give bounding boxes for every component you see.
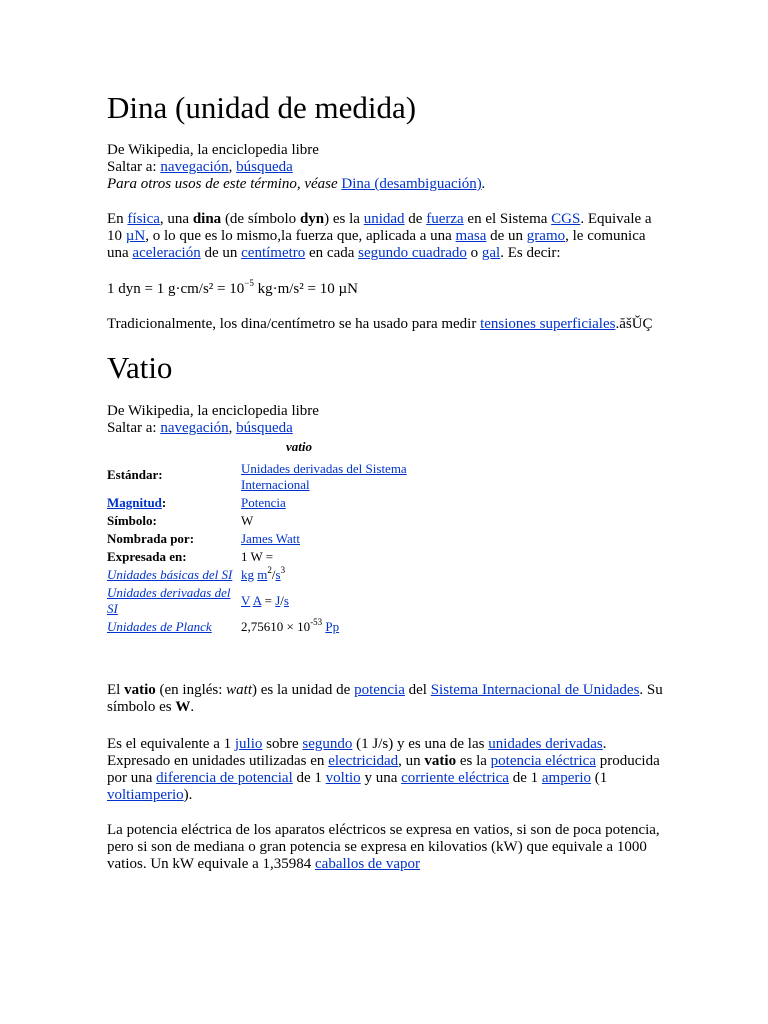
link-fisica[interactable]: física — [127, 211, 160, 227]
infobox-row-expresada — [107, 549, 431, 565]
infobox-label: Nombrada por: — [107, 531, 195, 546]
vatio-paragraph-2: Es el equivalente a 1 julio sobre segundo (1 J/s) y es una de las unidades derivadas. Expresado en unidades utilizadas en electricidad, un vatio es la potencia eléctrica producida por una diferencia de potencial de 1 voltio y una corriente eléctrica de 1 amperio (1 voltiamperio). — [107, 736, 660, 803]
infobox-row-derivadas — [107, 585, 431, 617]
dina-jump-links: Saltar a: navegación, búsqueda — [107, 159, 293, 175]
vatio-nav-link[interactable]: navegación — [160, 420, 229, 436]
infobox-label: Estándar: — [107, 467, 163, 482]
infobox-value: kg $m^2/s^3$ — [241, 564, 286, 582]
link-gramo[interactable]: gramo — [526, 228, 566, 244]
dina-nav-link[interactable]: navegación — [160, 159, 229, 175]
link-s[interactable]: s — [275, 567, 281, 582]
link-j[interactable]: J — [275, 593, 281, 608]
link-v[interactable]: V — [241, 593, 251, 608]
link-gal[interactable]: gal — [481, 245, 501, 261]
vatio-infobox — [103, 437, 435, 637]
link-unidades-derivadas-si[interactable]: Unidades derivadas del Sistema Internacional — [241, 461, 407, 492]
link-unidad[interactable]: unidad — [363, 211, 405, 227]
link-cgs[interactable]: CGS — [551, 211, 581, 227]
link-micronewton[interactable]: µN — [125, 228, 146, 244]
dina-site-sub: De Wikipedia, la enciclopedia libre — [107, 142, 319, 158]
dina-paragraph-1: En física, una dina (de símbolo dyn) es la unidad de fuerza en el Sistema CGS. Equivale a 10 µN, o lo que es lo mismo,la fuerza que, aplicada a una masa de un gramo, le comunica una aceleración de un centímetro en cada segundo cuadrado o gal. Es decir: — [107, 211, 652, 261]
link-unidades-derivadas[interactable]: unidades derivadas — [488, 736, 603, 752]
infobox-row-estandar — [107, 457, 431, 493]
link-potencia-infobox[interactable]: Potencia — [241, 495, 286, 510]
link-segundo[interactable]: segundo — [302, 736, 353, 752]
link-tensiones-superficiales[interactable]: tensiones superficiales — [480, 316, 616, 332]
infobox-label: Expresada en: — [107, 549, 187, 564]
link-potencia-electrica[interactable]: potencia eléctrica — [490, 753, 597, 769]
infobox-label: Magnitud: — [107, 495, 167, 510]
dina-formula: 1 dyn = 1 $g\cdot cm/s^2 = 10^{-5}$ kg·m/s² = 10 µN — [107, 278, 358, 297]
dina-title: Dina (unidad de medida) — [107, 90, 417, 125]
link-potencia[interactable]: potencia — [354, 682, 405, 698]
infobox-row-magnitud — [107, 495, 431, 511]
link-james-watt[interactable]: James Watt — [241, 531, 301, 546]
link-a[interactable]: A — [252, 593, 262, 608]
link-caballos-vapor[interactable]: caballos de vapor — [315, 856, 420, 872]
infobox-value: $2,75610 \times 10^{-53}$ Pp — [241, 616, 340, 634]
infobox-value: V A = J/s — [241, 593, 289, 608]
vatio-paragraph-1: El vatio (en inglés: watt) es la unidad de potencia del Sistema Internacional de Unidades. Su símbolo es W. — [107, 682, 663, 715]
link-m[interactable]: m — [257, 567, 268, 582]
link-corriente-electrica[interactable]: corriente eléctrica — [401, 770, 509, 786]
vatio-jump-links: Saltar a: navegación, búsqueda — [107, 420, 293, 436]
vatio-title: Vatio — [107, 350, 173, 385]
link-aceleracion[interactable]: aceleración — [132, 245, 201, 261]
link-magnitud[interactable]: Magnitud — [107, 495, 162, 510]
infobox-label: Símbolo: — [107, 513, 157, 528]
link-voltio[interactable]: voltio — [325, 770, 361, 786]
link-electricidad[interactable]: electricidad — [328, 753, 399, 769]
infobox-row-planck — [107, 619, 431, 635]
dina-search-link[interactable]: búsqueda — [236, 159, 293, 175]
infobox-row-simbolo — [107, 513, 431, 529]
link-fuerza[interactable]: fuerza — [426, 211, 464, 227]
dina-paragraph-2: Tradicionalmente, los dina/centímetro se ha usado para medir tensiones superficiales.ăšŬÇ — [107, 316, 653, 332]
link-sistema-internacional[interactable]: Sistema Internacional de Unidades — [430, 682, 640, 698]
dina-disamb-link[interactable]: Dina (desambiguación) — [341, 176, 482, 192]
link-unidades-basicas-si[interactable]: Unidades básicas del SI — [107, 567, 233, 582]
link-unidades-derivadas-si-2[interactable]: Unidades derivadas del SI — [107, 585, 231, 616]
link-amperio[interactable]: amperio — [541, 770, 592, 786]
infobox-caption: vatio — [286, 439, 312, 454]
vatio-site-sub: De Wikipedia, la enciclopedia libre — [107, 403, 319, 419]
infobox-value: W — [241, 513, 254, 528]
link-pp[interactable]: Pp — [325, 619, 340, 634]
infobox-row-nombrada — [107, 531, 431, 547]
vatio-paragraph-3: La potencia eléctrica de los aparatos eléctricos se expresa en vatios, si son de poca potencia, pero si son de mediana o gran potencia se expresa en kilovatios (kW) que equivale a 1000 vatios. Un kW equivale a 1,35984 caballos de vapor — [107, 822, 660, 872]
link-masa[interactable]: masa — [455, 228, 487, 244]
link-julio[interactable]: julio — [234, 736, 263, 752]
vatio-search-link[interactable]: búsqueda — [236, 420, 293, 436]
infobox-row-basicas — [107, 567, 431, 583]
infobox-value: 1 W = — [241, 549, 274, 564]
dina-disambiguation: Para otros usos de este término, véase Dina (desambiguación). — [107, 176, 486, 192]
link-voltiamperio[interactable]: voltiamperio — [107, 787, 184, 803]
infobox-caption-row — [107, 439, 431, 455]
link-segundo-cuadrado[interactable]: segundo cuadrado — [358, 245, 467, 261]
link-kg[interactable]: kg — [241, 567, 254, 582]
link-s-2[interactable]: s — [283, 593, 289, 608]
link-unidades-planck[interactable]: Unidades de Planck — [107, 619, 212, 634]
link-centimetro[interactable]: centímetro — [241, 245, 306, 261]
link-diferencia-potencial[interactable]: diferencia de potencial — [156, 770, 293, 786]
